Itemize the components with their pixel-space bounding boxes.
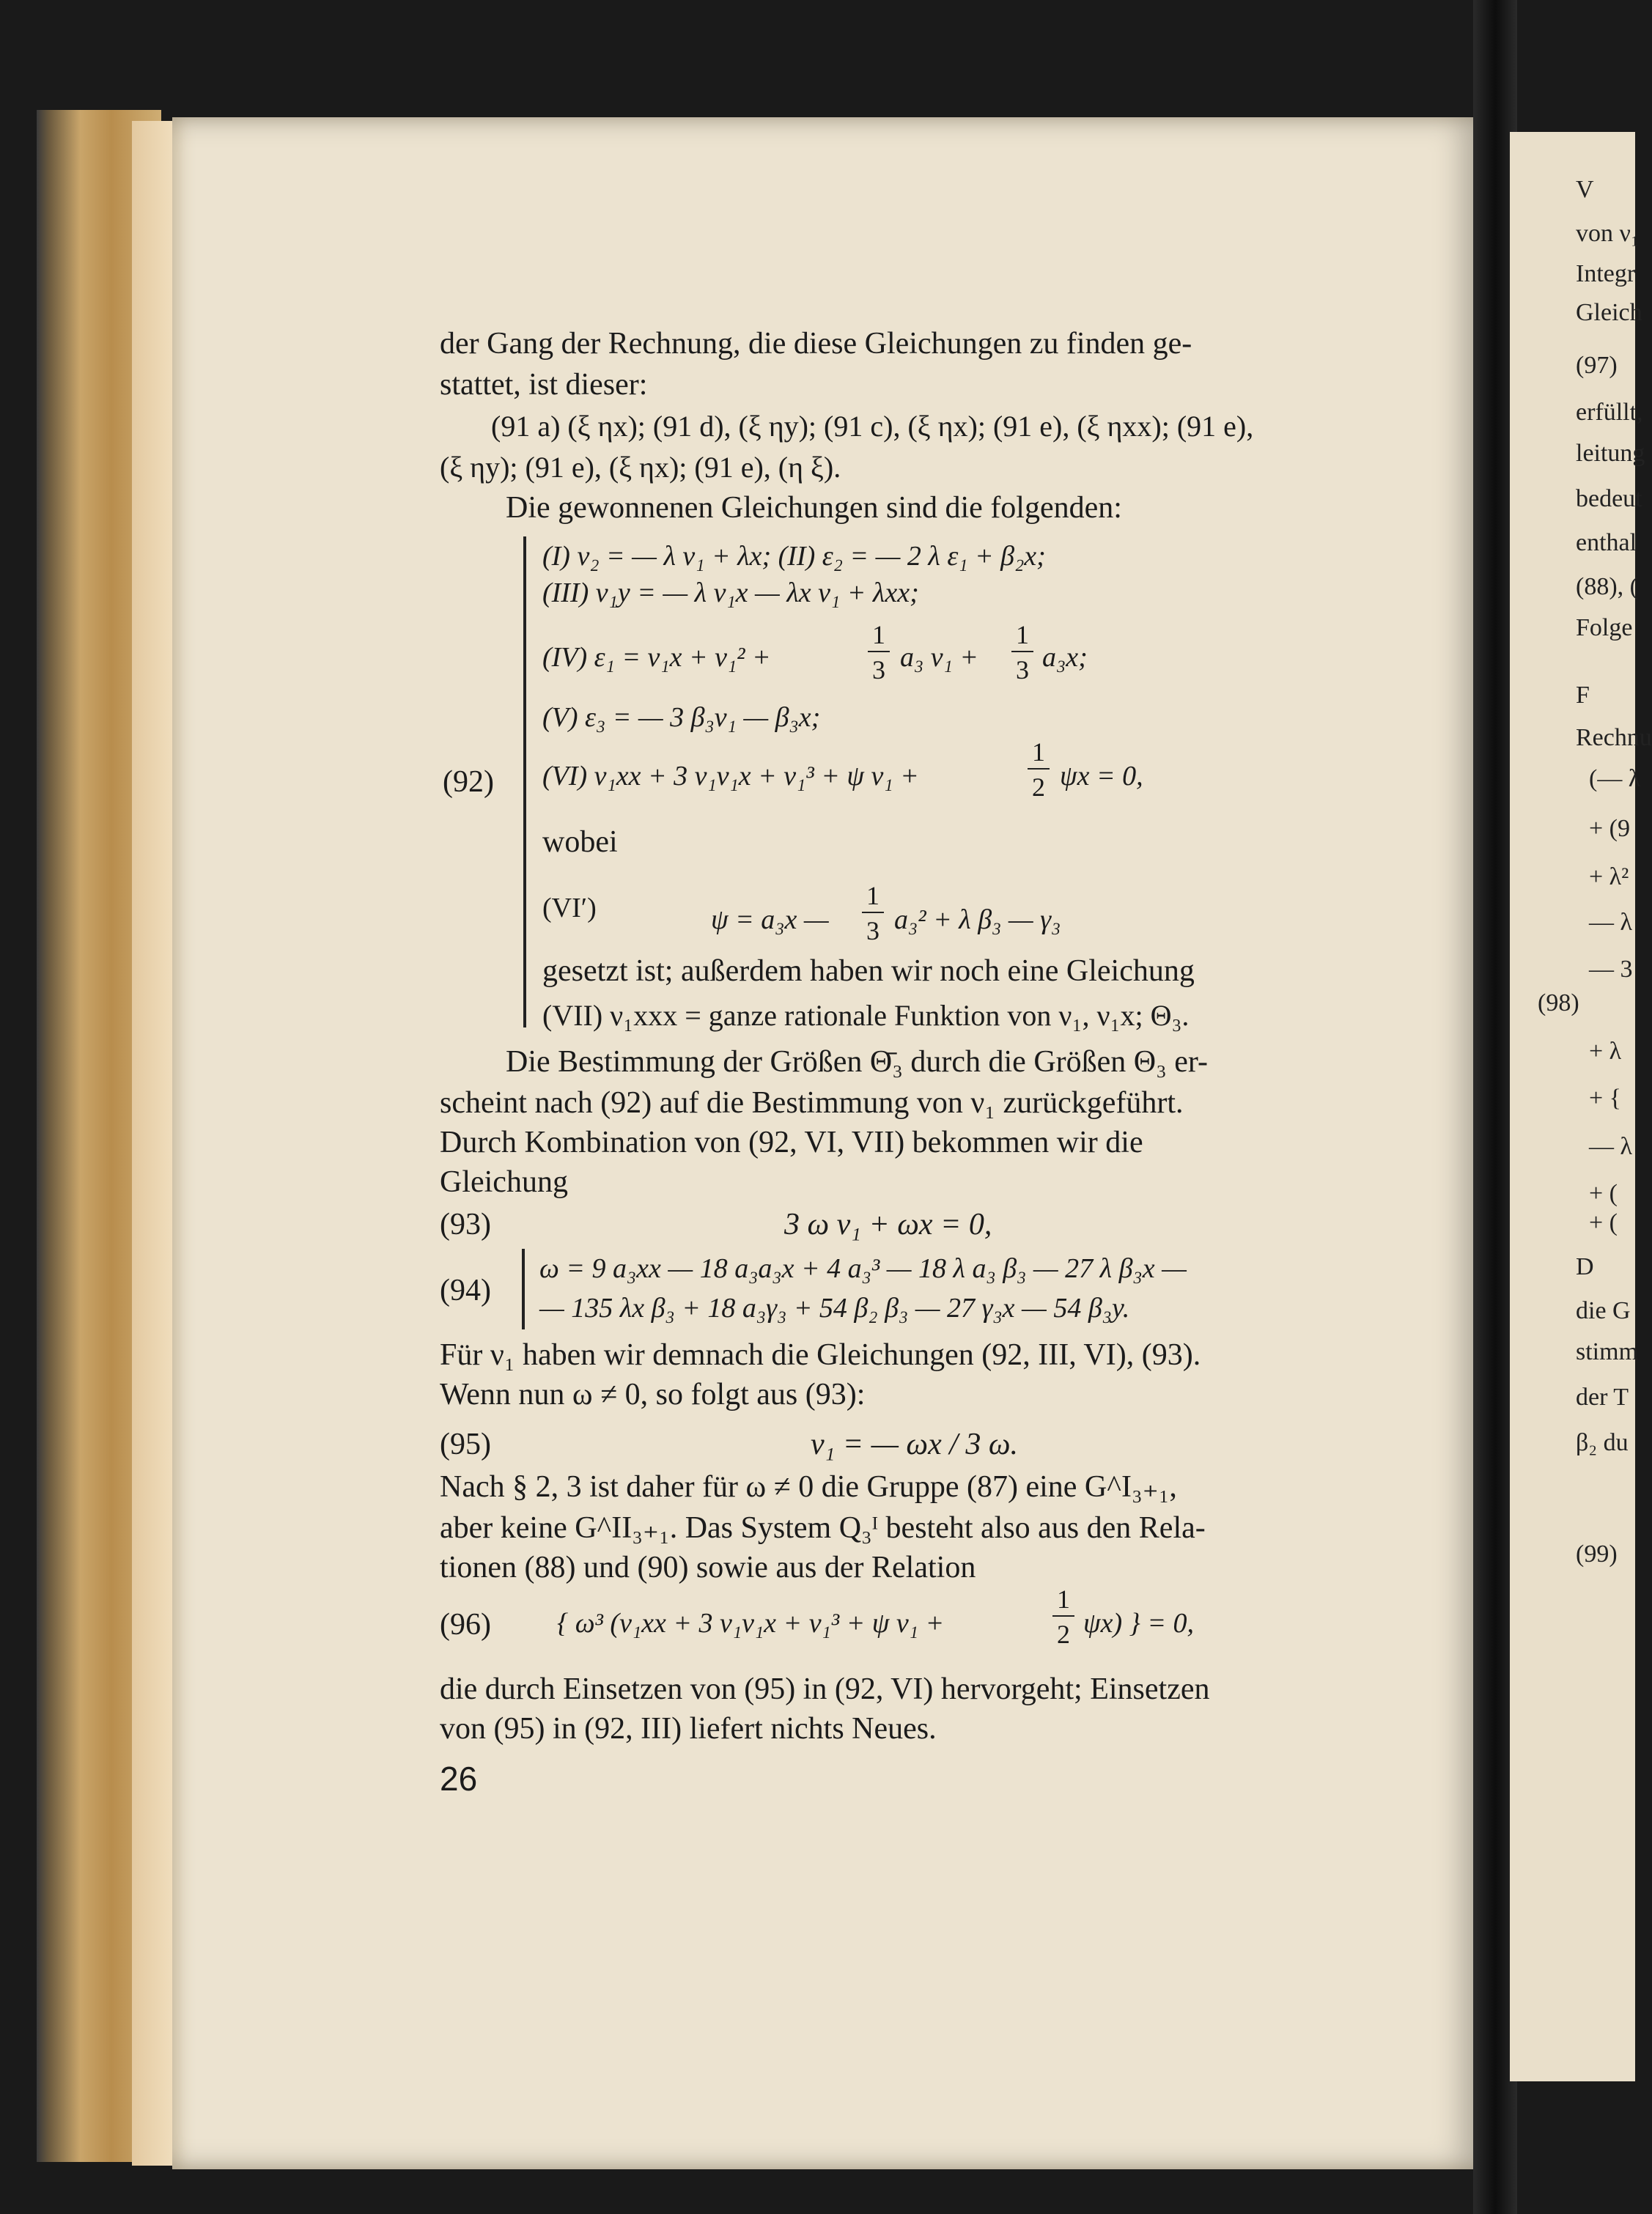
right-page-fragment: — 3 <box>1589 956 1633 983</box>
fraction-numerator: 1 <box>866 881 880 910</box>
equation-94-line1: ω = 9 a₃xx — 18 a₃a₃x + 4 a₃³ — 18 λ a₃ β₃ — 27 λ β₃x — <box>539 1253 1187 1284</box>
right-page-fragment: (99) <box>1576 1540 1618 1568</box>
right-page-fragment: + ( <box>1589 1180 1618 1207</box>
right-page-fragment: — λ <box>1589 1133 1632 1160</box>
equation-VI-b: ψx = 0, <box>1060 761 1143 791</box>
equation-VI-a: (VI) ν₁xx + 3 ν₁ν₁x + ν₁³ + ψ ν₁ + <box>542 761 919 791</box>
right-page-fragment: von ν₁ <box>1576 220 1640 247</box>
right-page <box>1510 132 1652 2081</box>
fraction-denominator: 3 <box>866 916 880 945</box>
right-page-fragment: (— λ <box>1589 765 1641 792</box>
right-page-fragment: (97) <box>1576 352 1618 379</box>
equation-VIp-b: a₃² + λ β₃ — γ₃ <box>894 904 1061 935</box>
right-page-fragment: enthal <box>1576 529 1637 556</box>
equation-label: (92) <box>443 765 494 799</box>
right-page-fragment: + { <box>1589 1085 1621 1112</box>
text-line: Für ν₁ haben wir demnach die Gleichungen (92, III, VI), (93). <box>440 1338 1201 1372</box>
right-page-fragment: + λ² <box>1589 863 1629 890</box>
equation-VII: (VII) ν₁xxx = ganze rationale Funktion von ν₁, ν₁x; Θ₃. <box>542 999 1190 1032</box>
right-page-fragment: die G <box>1576 1297 1631 1324</box>
right-page-fragment: (98) <box>1538 989 1579 1016</box>
system-brace <box>523 536 526 1027</box>
equation-94-brace <box>522 1249 525 1329</box>
fraction-numerator: 1 <box>1032 737 1045 767</box>
equation-label: (94) <box>440 1274 491 1307</box>
equation-V: (V) ε₃ = — 3 β₃ν₁ — β₃x; <box>542 702 821 733</box>
text-line: Gleichung <box>440 1165 568 1199</box>
equation-label: (96) <box>440 1608 491 1642</box>
text-line: gesetzt ist; außerdem haben wir noch eine Gleichung <box>542 954 1195 988</box>
fraction-bar <box>1011 651 1033 652</box>
right-page-fragment: + λ <box>1589 1038 1622 1065</box>
equation-III: (III) ν₁y = — λ ν₁x — λx ν₁ + λxx; <box>542 578 919 608</box>
right-page-fragment: stimm <box>1576 1338 1639 1365</box>
text-line: Die Bestimmung der Größen Θ̄₃ durch die Größen Θ₃ er- <box>506 1045 1209 1079</box>
text-line: von (95) in (92, III) liefert nichts Neues. <box>440 1712 937 1746</box>
text-line: scheint nach (92) auf die Bestimmung von ν₁ zurückgeführt. <box>440 1086 1184 1120</box>
equation-93: 3 ω ν₁ + ωx = 0, <box>784 1208 992 1241</box>
right-page-fragment: + (9 <box>1589 815 1630 842</box>
text-line: Durch Kombination von (92, VI, VII) bekommen wir die <box>440 1126 1143 1159</box>
right-page-fragment: der T <box>1576 1384 1629 1411</box>
right-page-fragment: Gleich <box>1576 299 1642 326</box>
right-page-fragment: F <box>1576 682 1590 709</box>
equation-96-a: { ω³ (ν₁xx + 3 ν₁ν₁x + ν₁³ + ψ ν₁ + <box>557 1608 945 1639</box>
equation-VIp-a: ψ = a₃x — <box>711 904 829 935</box>
page-number: 26 <box>440 1760 478 1798</box>
right-page-fragment: Rechnu <box>1576 724 1652 751</box>
right-page-fragment: Folge <box>1576 614 1633 641</box>
text-line: Die gewonnenen Gleichungen sind die folgenden: <box>506 491 1122 525</box>
fraction-denominator: 3 <box>1016 655 1029 685</box>
fraction-denominator: 3 <box>872 655 885 685</box>
fraction-bar <box>1052 1615 1074 1617</box>
text-line: aber keine G^II₃₊₁. Das System Q₃ᴵ besteht also aus den Rela- <box>440 1511 1206 1545</box>
right-page-fragment: bedeut <box>1576 485 1642 512</box>
right-page-fragment: + ( <box>1589 1209 1618 1236</box>
right-page-fragment: (88), ( <box>1576 573 1638 600</box>
fraction-bar <box>868 651 890 652</box>
fraction-denominator: 2 <box>1032 772 1045 802</box>
fraction-bar <box>862 912 884 913</box>
text-line: die durch Einsetzen von (95) in (92, VI) hervorgeht; Einsetzen <box>440 1672 1210 1706</box>
right-page-fragment: Integr <box>1576 260 1636 287</box>
right-page-fragment: erfüllt, <box>1576 399 1643 426</box>
equation-IV-b: a₃ ν₁ + <box>900 642 978 673</box>
text-line: (91 a) (ξ ηx); (91 d), (ξ ηy); (91 c), (ξ ηx); (91 e), (ξ ηxx); (91 e), <box>491 410 1254 443</box>
fraction-numerator: 1 <box>1057 1584 1070 1614</box>
equation-IV-a: (IV) ε₁ = ν₁x + ν₁² + <box>542 642 771 673</box>
fraction-denominator: 2 <box>1057 1620 1070 1649</box>
equation-I-II: (I) ν₂ = — λ ν₁ + λx; (II) ε₂ = — 2 λ ε₁ + β₂x; <box>542 541 1046 572</box>
text-line: stattet, ist dieser: <box>440 368 648 402</box>
right-page-fragment: D <box>1576 1253 1594 1280</box>
text-line: der Gang der Rechnung, die diese Gleichungen zu finden ge- <box>440 327 1192 361</box>
right-page-fragment: leitung <box>1576 440 1645 467</box>
equation-label: (93) <box>440 1208 491 1241</box>
right-page-fragment: — λ <box>1589 909 1632 936</box>
equation-IV-c: a₃x; <box>1042 642 1088 673</box>
right-page-fragment: V <box>1576 176 1594 203</box>
equation-VIp-label: (VI′) <box>542 893 597 923</box>
fraction-numerator: 1 <box>1016 620 1029 649</box>
text-line: Nach § 2, 3 ist daher für ω ≠ 0 die Gruppe (87) eine G^I₃₊₁, <box>440 1470 1177 1504</box>
text-line: (ξ ηy); (91 e), (ξ ηx); (91 e), (η ξ). <box>440 451 841 484</box>
equation-94-line2: — 135 λx β₃ + 18 a₃γ₃ + 54 β₂ β₃ — 27 γ₃x — 54 β₃y. <box>539 1293 1130 1324</box>
book-page-stack <box>132 121 176 2166</box>
right-page-fragment: β₂ du <box>1576 1429 1629 1456</box>
fraction-numerator: 1 <box>872 620 885 649</box>
text-wobei: wobei <box>542 825 618 859</box>
equation-96-b: ψx) } = 0, <box>1083 1608 1194 1639</box>
equation-95: ν₁ = — ωx / 3 ω. <box>811 1428 1019 1461</box>
equation-label: (95) <box>440 1428 491 1461</box>
text-line: Wenn nun ω ≠ 0, so folgt aus (93): <box>440 1378 866 1412</box>
fraction-bar <box>1028 768 1050 770</box>
text-line: tionen (88) und (90) sowie aus der Relation <box>440 1551 976 1584</box>
